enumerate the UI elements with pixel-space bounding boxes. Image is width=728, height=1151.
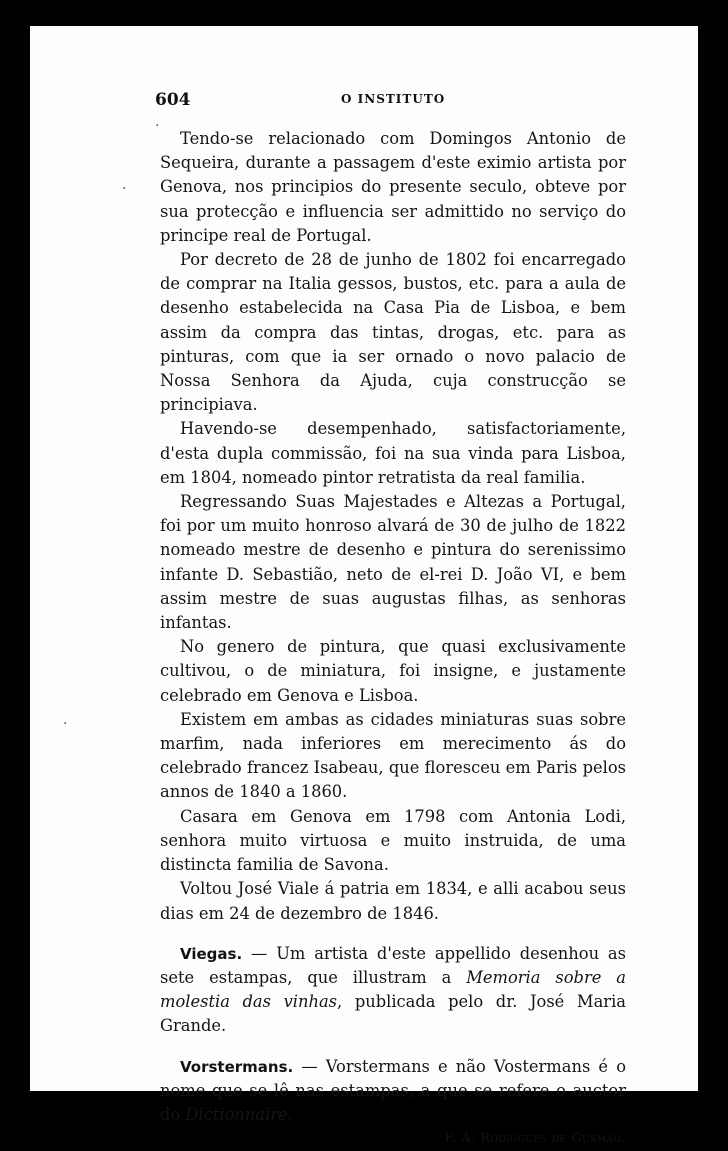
author-signature: F. A. Rodrigues de Gusmão. — [444, 1131, 626, 1147]
paragraph: Regressando Suas Majestades e Altezas a Portugal, foi por um muito honroso alvará de 30 de julho de 1822 nomeado mestre de desenho e pintura do serenissimo infante D. Sebastião, neto de el-rei D. João VI, e bem assim mestre de suas augustas filhas, as senhoras infantas. — [160, 492, 626, 633]
entry-vorstermans — [160, 1055, 626, 1128]
paragraph: Tendo-se relacionado com Domingos Antonio de Sequeira, durante a passagem d'este eximio artista por Genova, nos principios do presente seculo, obteve por sua protecção e influencia ser admittido no serviço do principe real de Portugal. — [160, 129, 626, 245]
entry-heading: Vorstermans. — [180, 1057, 294, 1076]
entry-viegas — [160, 942, 626, 1039]
entry-title-italic: Dictionnaire — [185, 1104, 288, 1124]
paragraph: No genero de pintura, que quasi exclusivamente cultivou, o de miniatura, foi insigne, e justamente celebrado em Genova e Lisboa. — [160, 637, 626, 705]
paragraph: Existem em ambas as cidades miniaturas suas sobre marfim, nada inferiores em merecimento ás do celebrado francez Isabeau, que floresceu em Paris pelos annos de 1840 a 1860. — [160, 709, 626, 802]
entry-text: , publicada pelo dr. José Maria Grande. — [160, 992, 626, 1036]
paragraph: Voltou José Viale á patria em 1834, e alli acabou seus dias em 24 de dezembro de 1846. — [160, 879, 626, 923]
margin-mark: · — [122, 181, 127, 197]
page-number: 604 — [155, 90, 191, 110]
margin-mark: · — [63, 716, 68, 732]
margin-mark: · — [155, 118, 160, 134]
entry-heading: Viegas. — [180, 944, 243, 963]
entry-text: Um artista d'este appellido desenhou as sete estampas, que illustram a — [160, 943, 626, 987]
body-text — [160, 127, 626, 1151]
entry-text: Vorstermans e não Vostermans é o nome que se lê nas estampas, a que se refere o auctor do — [160, 1056, 626, 1124]
paragraph: Casara em Genova em 1798 com Antonia Lodi, senhora muito virtuosa e muito instruida, de uma distincta familia de Savona. — [160, 806, 626, 875]
paragraph: Por decreto de 28 de junho de 1802 foi encarregado de comprar na Italia gessos, bustos, etc. para a aula de desenho estabelecida na Casa Pia de Lisboa, e bem assim da compra das tintas, drogas, etc. para as pinturas, com que ia ser ornado o novo palacio de Nossa Senhora da Ajuda, cuja construcção se principiava. — [160, 250, 626, 415]
running-title: O INSTITUTO — [341, 92, 446, 106]
entry-dash: — — [242, 943, 277, 963]
entry-title-italic: Memoria sobre a molestia das vinhas — [160, 967, 626, 1012]
paragraph: Havendo-se desempenhado, satisfactoriamente, d'esta dupla commissão, foi na sua vinda para Lisboa, em 1804, nomeado pintor retratista da real familia. — [160, 419, 626, 487]
entry-text: . — [287, 1104, 293, 1124]
entry-dash: — — [293, 1056, 326, 1076]
